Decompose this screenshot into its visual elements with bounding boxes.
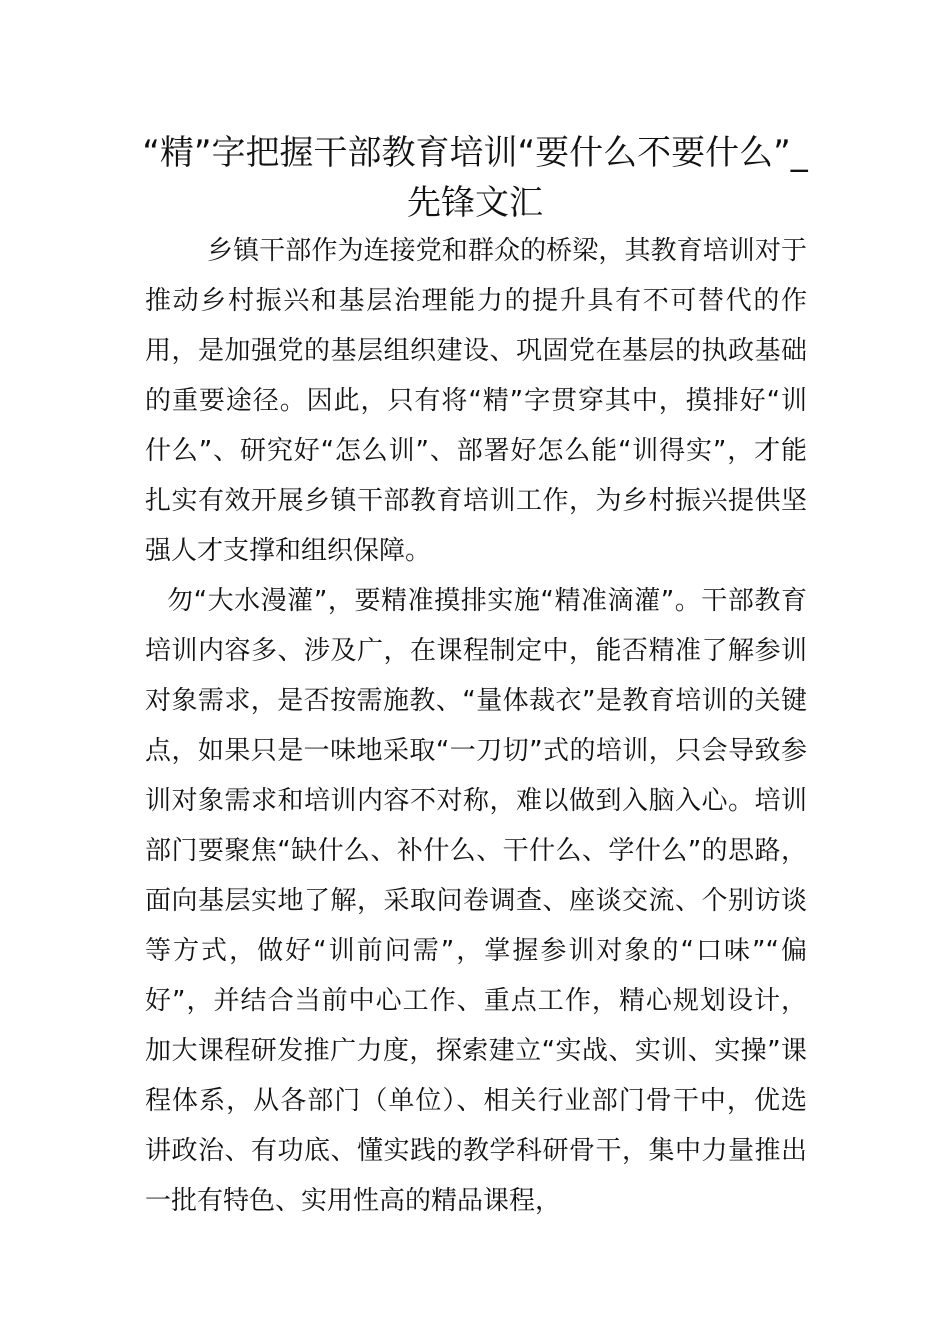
paragraph-section-1: 勿“大水漫灌”，要精准摸排实施“精准滴灌”。干部教育培训内容多、涉及广，在课程制定中，能否精准了解参训对象需求，是否按需施教、“量体裁衣”是教育培训的关键点，如果只是一味地采取“一刀切”式的培训，只会导致参训对象需求和培训内容不对称，难以做到入脑入心。培训部门要聚焦“缺什么、补什么、干什么、学什么”的思路，面向基层实地了解，采取问卷调查、座谈交流、个别访谈等方式，做好“训前问需”，掌握参训对象的“口味”“偏好”，并结合当前中心工作、重点工作，精心规划设计，加大课程研发推广力度，探索建立“实战、实训、实操”课程体系，从各部门（单位）、相关行业部门骨干中，优选讲政治、有功底、懂实践的教学科研骨干，集中力量推出一批有特色、实用性高的精品课程， [145, 586, 807, 1216]
document-title: “精”字把握干部教育培训“要什么不要什么”_先锋文汇 [142, 133, 808, 223]
paragraph-intro: 乡镇干部作为连接党和群众的桥梁，其教育培训对于推动乡村振兴和基层治理能力的提升具有不可替代的作用，是加强党的基层组织建设、巩固党在基层的执政基础的重要途径。因此，只有将“精”字贯穿其中，摸排好“训什么”、研究好“怎么训”、部署好怎么能“训得实”，才能扎实有效开展乡镇干部教育培训工作，为乡村振兴提供坚强人才支撑和组织保障。 [145, 236, 807, 566]
